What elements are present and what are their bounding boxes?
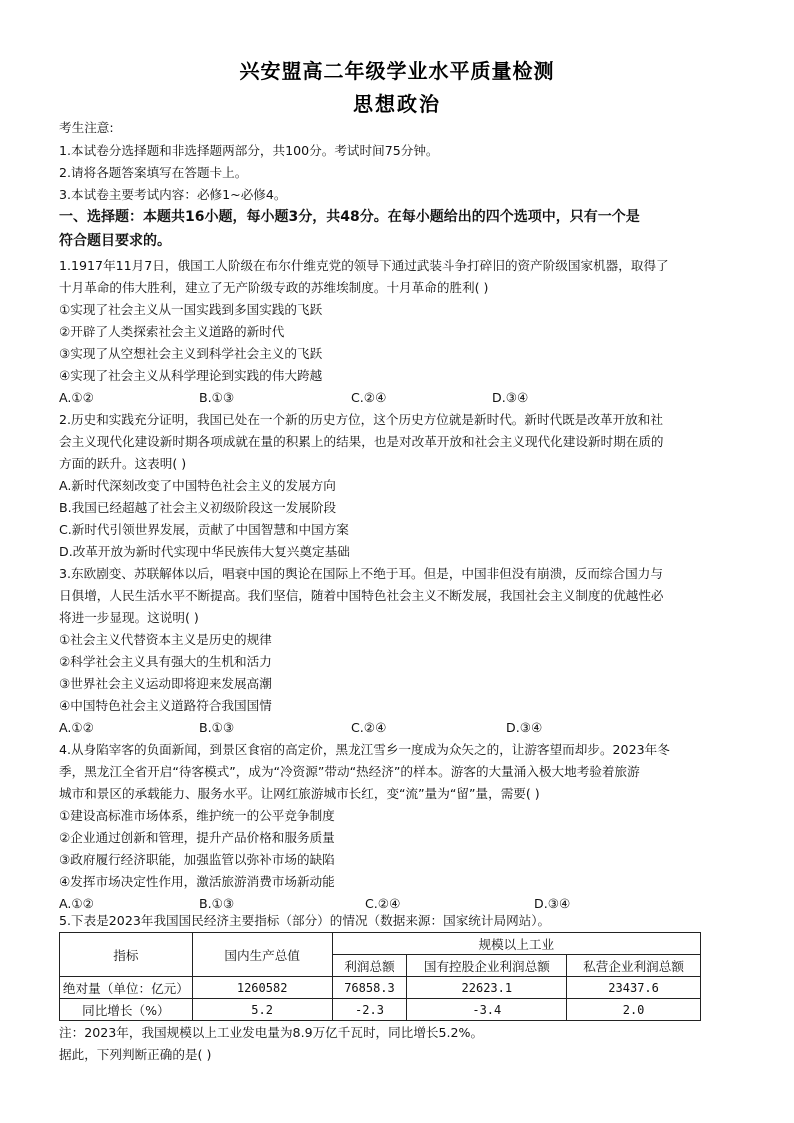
q5-question: 据此，下列判断正确的是( ) (59, 1047, 212, 1062)
q3-statement: ③世界社会主义运动即将迎来发展高潮 (59, 676, 272, 691)
header-total-profit: 利润总额 (332, 955, 407, 977)
q3-option-a[interactable]: A.①② (59, 720, 94, 735)
header-gdp: 国内生产总值 (192, 933, 332, 977)
q4-statement: ③政府履行经济职能，加强监管以弥补市场的缺陷 (59, 852, 335, 867)
notice-item: 3.本试卷主要考试内容：必修1~必修4。 (59, 187, 287, 202)
q2-stem: 会主义现代化建设新时期各项成就在量的积累上的结果，也是对改革开放和社会主义现代化建设新时期在质的 (59, 434, 664, 449)
q2-stem: 2.历史和实践充分证明，我国已处在一个新的历史方位，这个历史方位就是新时代。新时代既是改革开放和社 (59, 412, 663, 427)
q1-option-c[interactable]: C.②④ (351, 390, 387, 405)
economic-indicators-table (59, 932, 701, 1021)
cell-state-profit-growth: -3.4 (407, 999, 567, 1021)
q3-stem: 将进一步显现。这说明( ) (59, 610, 199, 625)
q2-option-c[interactable]: C.新时代引领世界发展，贡献了中国智慧和中国方案 (59, 522, 349, 537)
header-state-profit: 国有控股企业利润总额 (407, 955, 567, 977)
section-heading-cont: 符合题目要求的。 (59, 233, 171, 249)
cell-gdp-absolute: 1260582 (192, 977, 332, 999)
q3-option-d[interactable]: D.③④ (506, 720, 543, 735)
q3-statement: ②科学社会主义具有强大的生机和活力 (59, 654, 272, 669)
cell-gdp-growth: 5.2 (192, 999, 332, 1021)
q1-statement: ②开辟了人类探索社会主义道路的新时代 (59, 324, 285, 339)
q1-statement: ③实现了从空想社会主义到科学社会主义的飞跃 (59, 346, 323, 361)
q2-stem: 方面的跃升。这表明( ) (59, 456, 187, 471)
q4-stem: 4.从身陷宰客的负面新闻，到景区食宿的高定价，黑龙江雪乡一度成为众矢之的，让游客望而却步。2023年冬 (59, 742, 670, 757)
row-label-absolute: 绝对量（单位：亿元） (60, 977, 193, 999)
notice-item: 1.本试卷分选择题和非选择题两部分，共100分。考试时间75分钟。 (59, 143, 439, 158)
subject-title: 思想政治 (353, 92, 441, 116)
q4-option-b[interactable]: B.①③ (199, 896, 235, 911)
cell-state-profit-absolute: 22623.1 (407, 977, 567, 999)
q4-option-d[interactable]: D.③④ (534, 896, 571, 911)
table-row (60, 999, 701, 1021)
q2-option-b[interactable]: B.我国已经超越了社会主义初级阶段这一发展阶段 (59, 500, 337, 515)
q3-stem: 日俱增，人民生活水平不断提高。我们坚信，随着中国特色社会主义不断发展，我国社会主义制度的优越性必 (59, 588, 664, 603)
header-private-profit: 私营企业利润总额 (567, 955, 701, 977)
table-row (60, 977, 701, 999)
q1-option-d[interactable]: D.③④ (492, 390, 529, 405)
q3-statement: ④中国特色社会主义道路符合我国国情 (59, 698, 272, 713)
q4-statement: ④发挥市场决定性作用，激活旅游消费市场新动能 (59, 874, 335, 889)
q4-statement: ②企业通过创新和管理，提升产品价格和服务质量 (59, 830, 335, 845)
q4-option-a[interactable]: A.①② (59, 896, 94, 911)
exam-title: 兴安盟高二年级学业水平质量检测 (239, 59, 555, 83)
q4-stem: 城市和景区的承载能力、服务水平。让网红旅游城市长红，变“流”量为“留”量，需要( ) (59, 786, 540, 801)
q5-stem: 5.下表是2023年我国国民经济主要指标（部分）的情况（数据来源：国家统计局网站）。 (59, 913, 551, 928)
q1-option-b[interactable]: B.①③ (199, 390, 235, 405)
section-heading: 一、选择题：本题共16小题，每小题3分，共48分。在每小题给出的四个选项中，只有一个是 (59, 209, 640, 225)
q5-note: 注：2023年，我国规模以上工业发电量为8.9万亿千瓦时，同比增长5.2%。 (59, 1025, 484, 1040)
q1-statement: ④实现了社会主义从科学理论到实践的伟大跨越 (59, 368, 323, 383)
q2-option-a[interactable]: A.新时代深刻改变了中国特色社会主义的发展方向 (59, 478, 336, 493)
q1-stem: 1.1917年11月7日，俄国工人阶级在布尔什维克党的领导下通过武装斗争打碎旧的资产阶级国家机器，取得了 (59, 258, 669, 273)
q4-stem: 季，黑龙江全省开启“待客模式”，成为“冷资源”带动“热经济”的样本。游客的大量涌入极大地考验着旅游 (59, 764, 640, 779)
row-label-growth: 同比增长（%） (60, 999, 193, 1021)
q3-option-b[interactable]: B.①③ (199, 720, 235, 735)
notice-heading: 考生注意: (59, 120, 114, 135)
header-industry-group: 规模以上工业 (332, 933, 700, 955)
q4-option-c[interactable]: C.②④ (365, 896, 401, 911)
q2-option-d[interactable]: D.改革开放为新时代实现中华民族伟大复兴奠定基础 (59, 544, 350, 559)
q3-statement: ①社会主义代替资本主义是历史的规律 (59, 632, 272, 647)
cell-private-profit-growth: 2.0 (567, 999, 701, 1021)
notice-item: 2.请将各题答案填写在答题卡上。 (59, 165, 248, 180)
q1-option-a[interactable]: A.①② (59, 390, 94, 405)
cell-total-profit-absolute: 76858.3 (332, 977, 407, 999)
q3-option-c[interactable]: C.②④ (351, 720, 387, 735)
q3-stem: 3.东欧剧变、苏联解体以后，唱衰中国的舆论在国际上不绝于耳。但是，中国非但没有崩溃，反而综合国力与 (59, 566, 663, 581)
cell-total-profit-growth: -2.3 (332, 999, 407, 1021)
cell-private-profit-absolute: 23437.6 (567, 977, 701, 999)
q4-statement: ①建设高标准市场体系，维护统一的公平竞争制度 (59, 808, 335, 823)
header-indicator: 指标 (60, 933, 193, 977)
q1-statement: ①实现了社会主义从一国实践到多国实践的飞跃 (59, 302, 323, 317)
q1-stem: 十月革命的伟大胜利，建立了无产阶级专政的苏维埃制度。十月革命的胜利( ) (59, 280, 489, 295)
